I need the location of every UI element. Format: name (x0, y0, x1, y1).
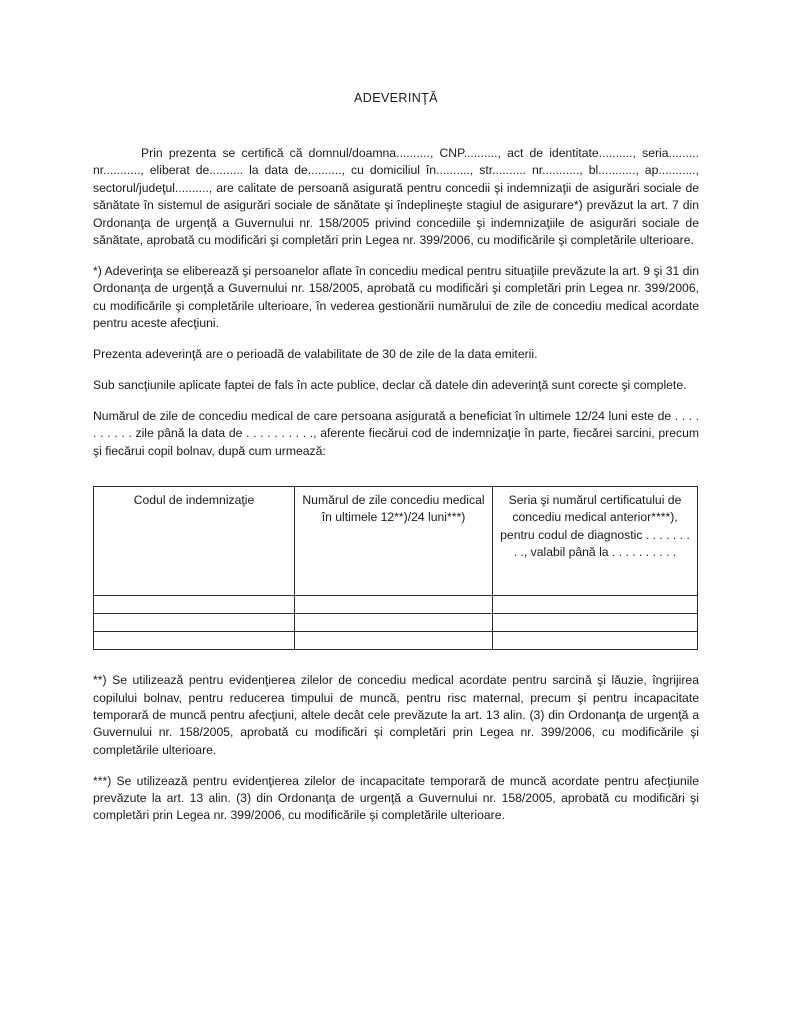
document-content (93, 0, 699, 945)
bottom-spacer (93, 825, 699, 945)
footnote-triple-star: ***) Se utilizează pentru evidenţierea zilelor de incapacitate temporară de muncă acordate pentru afecţiunile prevăzute la art. 13 alin. (3) din Ordonanţa de urgenţă a Guvernului nr. 158/2005, aprobată cu modificări şi completări prin Legea nr. 399/2006, cu modificările şi completările ulterioare. (93, 773, 699, 823)
paragraph-certification: Prin prezenta se certifică că domnul/doamna.........., CNP.........., act de identitate.........., seria......... nr..........., eliberat de.......... la data de.........., cu domiciliul în.........., str.......... nr..........., bl..........., ap..........., sectorul/judeţul.........., are calitate de persoană asigurată pentru concedii şi indemnizaţii de asigurări sociale de sănătate în sistemul de asigurări sociale de sănătate şi îndeplineşte stagiul de asigurare*) prevăzut la art. 7 din Ordonanţa de urgenţă a Guvernului nr. 158/2005 privind concediile şi indemnizaţiile de asigurări sociale de sănătate, aprobată cu modificări şi completări prin Legea nr. 399/2006, cu modificările şi completările ulterioare. (93, 146, 699, 248)
paragraph-declaration: Sub sancţiunile aplicate faptei de fals în acte publice, declar că datele din adeverinţă sunt corecte şi complete. (93, 377, 687, 392)
table-header-cell-days: Numărul de zile concediu medical în ultimele 12**)/24 luni***) (295, 487, 493, 596)
table-header-row (94, 487, 698, 596)
medical-leave-table (93, 486, 698, 650)
table-header-cell-series: Seria şi numărul certificatului de concediu medical anterior****), pentru codul de diagnostic . . . . . . . . ., valabil până la . . . . . . . . . . (493, 487, 698, 596)
table-cell-days[interactable] (295, 632, 493, 650)
table-cell-code[interactable] (94, 614, 295, 632)
table-cell-code[interactable] (94, 596, 295, 614)
table-cell-series[interactable] (493, 596, 698, 614)
footnote-double-star: **) Se utilizează pentru evidenţierea zilelor de concediu medical acordate pentru sarcină şi lăuzie, îngrijirea copilului bolnav, pentru reducerea timpului de muncă, pentru risc maternal, precum şi pentru incapacitate temporară de muncă pentru afecţiuni, altele decât cele prevăzute la art. 13 alin. (3) din Ordonanţa de urgenţă a Guvernului nr. 158/2005, aprobată cu modificări şi completări prin Legea nr. 399/2006, cu modificările şi completările ulterioare. (93, 673, 699, 757)
table-header-cell-code: Codul de indemnizaţie (94, 487, 295, 596)
table-cell-days[interactable] (295, 614, 493, 632)
page-title: ADEVERINŢĂ (354, 91, 438, 105)
table-row[interactable] (94, 614, 698, 632)
paragraph-days-count: Numărul de zile de concediu medical de care persoana asigurată a beneficiat în ultimele 12/24 luni este de . . . . . . . . . . zile până la data de . . . . . . . . . ., aferente fiecărui cod de indemnizaţie în parte, fiecărei sarcini, precum şi fiecărui copil bolnav, după cum urmează: (93, 408, 699, 458)
paragraph-validity: Prezenta adeverinţă are o perioadă de valabilitate de 30 de zile de la data emiterii. (93, 347, 538, 362)
table-cell-series[interactable] (493, 632, 698, 650)
paragraph-footnote-star: *) Adeverinţa se eliberează şi persoanelor aflate în concediu medical pentru situaţiile prevăzute la art. 9 şi 31 din Ordonanţa de urgenţă a Guvernului nr. 158/2005, aprobată cu modificări şi completări prin Legea nr. 399/2006, cu modificările şi completările ulterioare, în vederea gestionării numărului de zile de concediu medical acordate pentru aceste afecţiuni. (93, 263, 699, 331)
table-cell-series[interactable] (493, 614, 698, 632)
table-row[interactable] (94, 632, 698, 650)
table-row[interactable] (94, 596, 698, 614)
table-cell-days[interactable] (295, 596, 493, 614)
footnotes-section (93, 672, 699, 825)
table-cell-code[interactable] (94, 632, 295, 650)
